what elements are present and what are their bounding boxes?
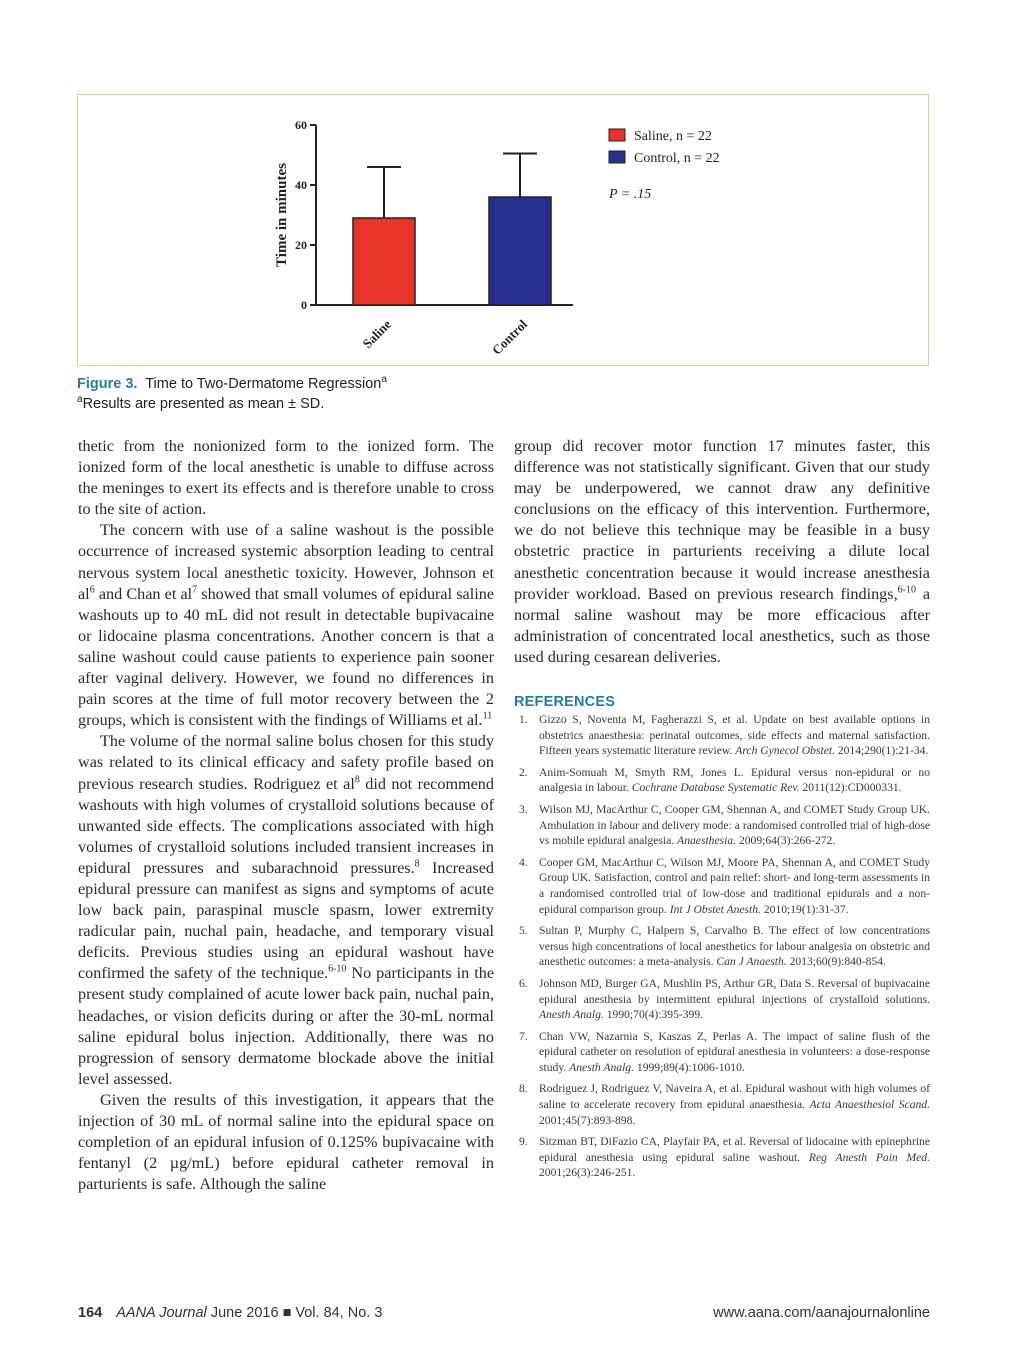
reference-number: 2. (519, 765, 528, 779)
right-column-paragraph: group did recover motor function 17 minutes faster, this difference was not statistically significant. Given that our study may be underpowered, we cannot draw any definitive conclusions on the efficacy of this intervention. Furthermore, we do not believe this technique may be feasible in a busy obstetric practice in parturients receiving a dilute local anesthetic concentration because it would increase anesthesia provider workload. Based on previous research findings,$^{6-10}$ a normal saline washout may be more efficacious after administration of concentrated local anesthetics, such as those used during cesarean deliveries. (514, 437, 930, 666)
y-axis-label: Time in minutes (274, 163, 290, 267)
reference-number: 3. (519, 802, 528, 816)
reference-text: Chan VW, Nazarnia S, Kaszas Z, Perlas A. The impact of saline flush of the epidural catheter on resolution of epidural anesthesia in volunteers: a dose-response study. Anesth Analg. 1999;89(4):1006-1010. (539, 1029, 930, 1074)
page-number: 164 (78, 1305, 103, 1321)
left-column-paragraph: thetic from the nonionized form to the ionized form. The ionized form of the local anesthetic is unable to diffuse across the meninges to exert its effects and is therefore unable to cross to the site of action. (78, 437, 494, 519)
reference-text: Sitzman BT, DiFazio CA, Playfair PA, et al. Reversal of lidocaine with epinephrine epidural anesthesia using epidural saline washout. Reg Anesth Pain Med. 2001;26(3):246-251. (539, 1135, 930, 1180)
figure-note-footnote-mark: a (77, 394, 83, 406)
figure-title: Time to Two-Dermatome Regression (145, 376, 382, 392)
left-column-paragraph: The volume of the normal saline bolus chosen for this study was related to its clinical efficacy and safety profile based on previous research studies. Rodriguez et $al^8$ did not recommend washouts with high volumes of crystalloid solutions because of unwanted side effects. The complications associated with high volumes of crystalloid solutions included transient increases in epidural pressures and subarachnoid pressures.$^8$ Increased epidural pressure can manifest as signs and symptoms of acute low back pain, paraspinal muscle spasm, lower extremity radicular pain, nuchal pain, headache, and temporary visual deficits. Previous studies using an epidural washout have confirmed the safety of the technique.$^{6-10}$ No participants in the present study complained of acute lower back pain, nuchal pain, headaches, or vision deficits during or after the 30-mL normal saline epidural bolus injection. Additionally, there was no progression of sensory dermatome blockade above the initial level assessed. (78, 732, 494, 1088)
reference-text: Gizzo S, Noventa M, Fagherazzi S, et al. Update on best available options in obstetrics anaesthesia: perinatal outcomes, side effects and maternal satisfaction. Fifteen years systematic literature review. Arch Gynecol Obstet. 2014;290(1):21-34. (539, 713, 930, 758)
legend-label: Control, n = 22 (634, 151, 720, 166)
page-footer (78, 1305, 930, 1321)
reference-text: Wilson MJ, MacArthur C, Cooper GM, Shennan A, and COMET Study Group UK. Ambulation in labour and delivery mode: a randomised controlled trial of high-dose vs mobile epidural analgesia. Anaesthesia. 2009;64(3):266-272. (539, 802, 930, 848)
figure-note: Results are presented as mean ± SD. (82, 396, 325, 412)
legend-label: Saline, n = 22 (634, 129, 712, 144)
legend-swatch (609, 151, 625, 163)
left-column-paragraph: Given the results of this investigation, it appears that the injection of 30 mL of normal saline into the epidural space on completion of an epidural infusion of 0.125% bupivacaine with fentanyl (2 µg/mL) before epidural catheter removal in parturients is safe. Although the saline (78, 1090, 494, 1194)
y-tick-label: 0 (301, 298, 307, 312)
bar-chart (78, 95, 928, 365)
figure-label: Figure 3. (77, 376, 138, 392)
figure-3 (77, 94, 929, 366)
right-column (514, 436, 930, 668)
reference-text: Rodriguez J, Rodriguez V, Naveira A, et al. Epidural washout with high volumes of saline to accelerate recovery from epidural anaesthesia. Acta Anaesthesiol Scand. 2001;45(7):893-898. (539, 1082, 930, 1127)
y-tick-label: 20 (295, 238, 307, 252)
references-heading: REFERENCES (514, 694, 616, 710)
reference-number: 1. (519, 713, 528, 726)
reference-number: 8. (519, 1082, 528, 1096)
reference-item (514, 802, 930, 849)
reference-item (514, 1134, 930, 1181)
p-value-annotation: P = .15 (609, 187, 652, 202)
journal-issue: June 2016 ■ Vol. 84, No. 3 (210, 1305, 383, 1321)
reference-item (514, 855, 930, 917)
reference-text: Johnson MD, Burger GA, Mushlin PS, Arthur GR, Data S. Reversal of bupivacaine epidural anesthesia by intermittent epidural injections of crystalloid solutions. Anesth Analg. 1990;70(4):395-399. (539, 976, 930, 1022)
reference-item (514, 1081, 930, 1128)
left-column (78, 436, 494, 1195)
reference-text: Sultan P, Murphy C, Halpern S, Carvalho B. The effect of low concentrations versus high concentrations of local anesthetics for labour analgesia on obstetric and anesthetic outcomes: a meta-analysis. Can J Anaesth. 2013;60(9):840-854. (539, 924, 930, 969)
journal-url[interactable]: www.aana.com/aanajournalonline (713, 1305, 930, 1321)
reference-item (514, 976, 930, 1023)
reference-item (514, 765, 930, 796)
reference-item (514, 1029, 930, 1076)
reference-text: Cooper GM, MacArthur C, Wilson MJ, Moore PA, Shennan A, and COMET Study Group UK. Satisfaction, control and pain relief: short- and long-term assessments in a randomised controlled trial of low-dose and traditional epidurals and a non-epidural comparison group. Int J Obstet Anesth. 2010;19(1):31-37. (539, 855, 930, 916)
y-tick-label: 40 (295, 178, 307, 192)
reference-text: Anim-Somuah M, Smyth RM, Jones L. Epidural versus non-epidural or no analgesia in labour. Cochrane Database Systematic Rev. 2011(12):CD000331. (539, 765, 930, 795)
figure-note-line (77, 394, 677, 414)
figure-title-footnote-mark: a (381, 374, 387, 386)
reference-number: 7. (519, 1029, 528, 1043)
figure-caption (77, 374, 677, 414)
reference-item (514, 923, 930, 970)
reference-number: 5. (519, 924, 528, 938)
bar-saline (353, 218, 415, 305)
reference-item (514, 712, 930, 759)
reference-number: 4. (519, 855, 528, 869)
x-tick-label: Saline (359, 316, 395, 352)
references-list (514, 712, 930, 1187)
x-tick-label: Control (489, 316, 531, 358)
reference-number: 9. (519, 1135, 528, 1149)
reference-number: 6. (519, 976, 528, 990)
legend-swatch (609, 129, 625, 141)
left-column-paragraph: The concern with use of a saline washout is the possible occurrence of increased systemic absorption leading to central nervous system local anesthetic toxicity. However, Johnson et $al^6$ and Chan et $al^7$ showed that small volumes of epidural saline washouts up to 40 mL did not result in detectable bupivacaine or lidocaine plasma concentrations. Another concern is that a saline washout could cause patients to experience pain sooner after vaginal delivery. However, we found no differences in pain scores at the time of full motor recovery between the 2 groups, which is consistent with the findings of Williams et al.$^{11}$ (78, 521, 495, 730)
y-tick-label: 60 (295, 118, 307, 132)
bar-control (489, 197, 551, 305)
figure-title-line (77, 374, 677, 394)
journal-name: AANA Journal (116, 1305, 207, 1321)
